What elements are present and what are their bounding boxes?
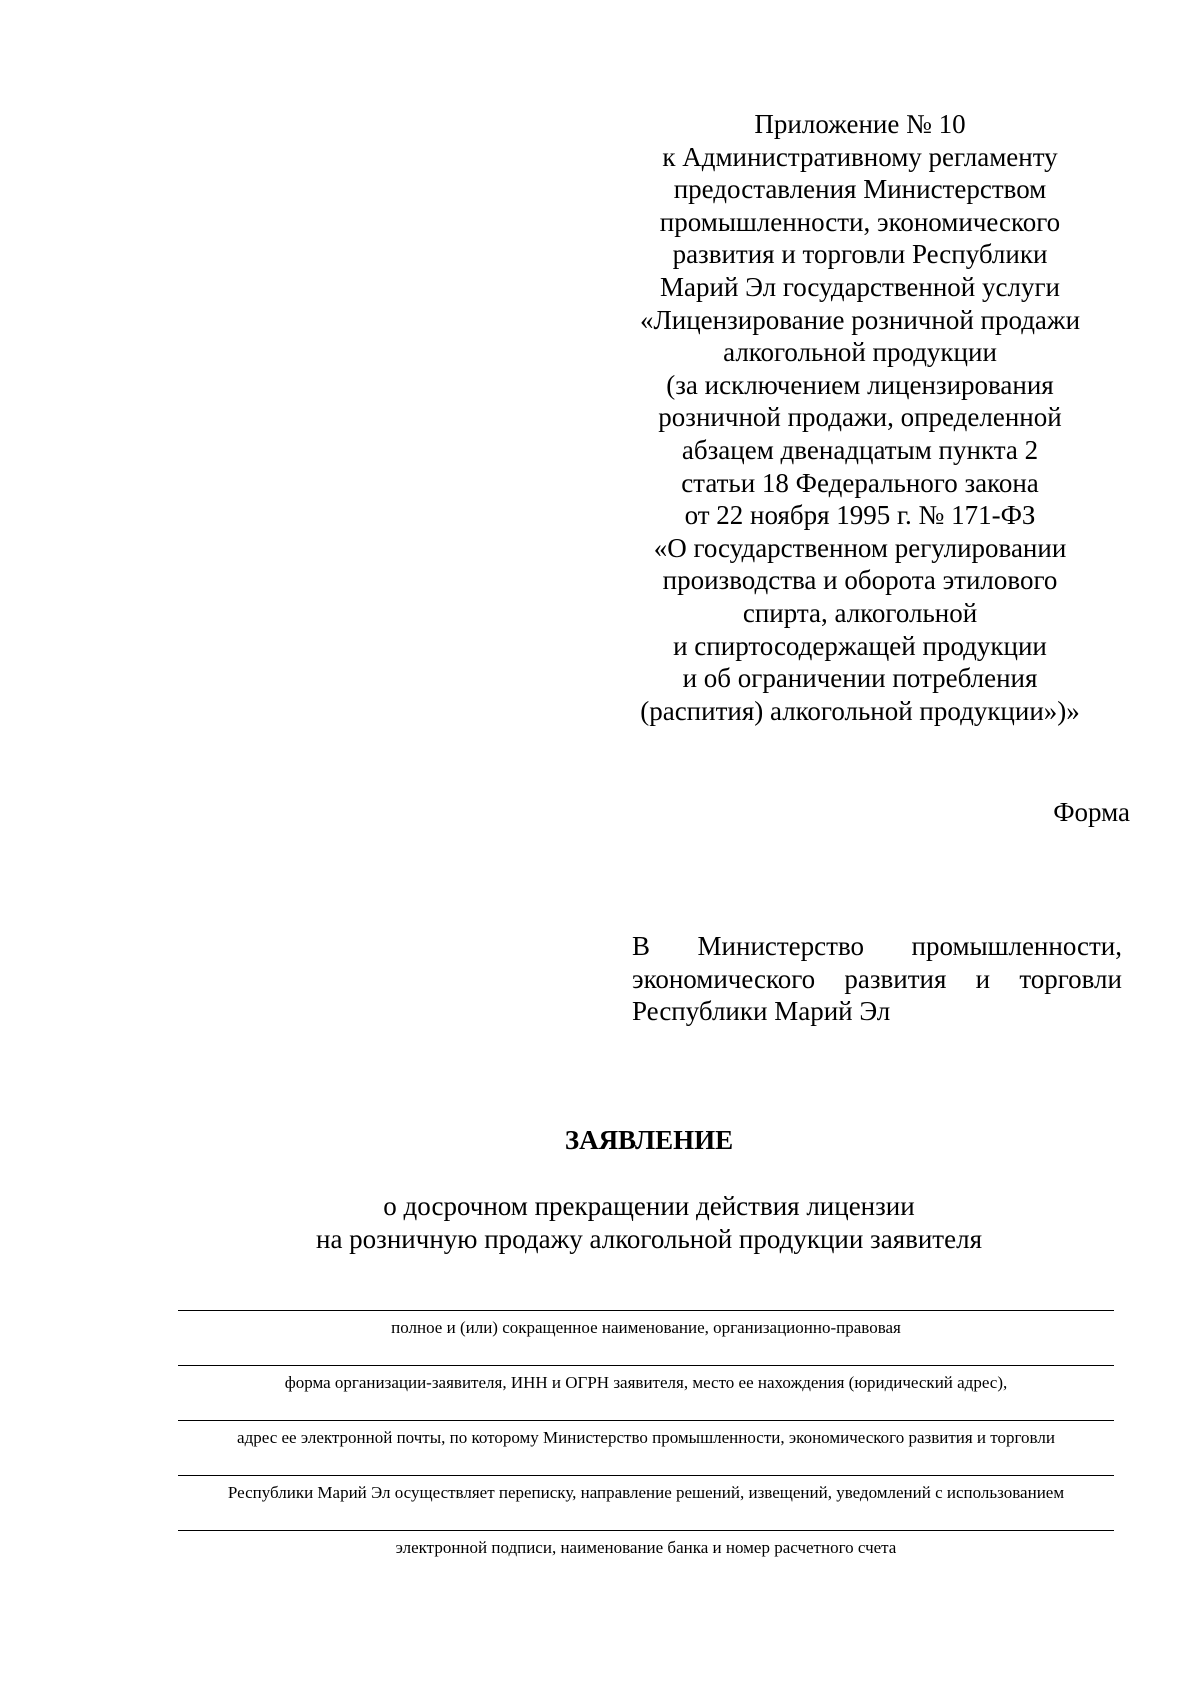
appendix-line: предоставления Министерством <box>673 174 1047 205</box>
appendix-line: к Административному регламенту <box>662 141 1058 172</box>
applicant-field[interactable] <box>178 1420 1114 1475</box>
form-label: Форма <box>1053 797 1130 827</box>
addressee-line: В Министерство промышленности, <box>632 931 1122 961</box>
fill-in-line[interactable] <box>178 1530 1114 1531</box>
appendix-line: абзацем двенадцатым пункта 2 <box>681 434 1039 465</box>
appendix-line: от 22 ноября 1995 г. № 171-ФЗ <box>684 500 1036 531</box>
subtitle-line: на розничную продажу алкогольной продукции заявителя <box>316 1223 982 1254</box>
appendix-line: Марий Эл государственной услуги <box>660 271 1060 302</box>
applicant-field[interactable] <box>178 1365 1114 1420</box>
fill-in-line[interactable] <box>178 1310 1114 1311</box>
applicant-field[interactable] <box>178 1475 1114 1530</box>
appendix-line: «Лицензирование розничной продажи <box>639 304 1081 335</box>
appendix-line: производства и оборота этилового <box>662 565 1058 596</box>
appendix-line: (распития) алкогольной продукции»)» <box>640 695 1080 726</box>
appendix-line: и спиртосодержащей продукции <box>673 630 1047 661</box>
field-caption: полное и (или) сокращенное наименование, организационно-правовая <box>391 1318 901 1337</box>
field-caption: Республики Марий Эл осуществляет переписку, направление решений, извещений, уведомлений с использованием <box>227 1483 1065 1502</box>
document-subtitle <box>0 1190 1200 1255</box>
appendix-line: спирта, алкогольной <box>742 597 978 628</box>
appendix-line: Приложение № 10 <box>754 109 966 139</box>
appendix-line: статьи 18 Федерального закона <box>681 467 1039 498</box>
subtitle-line: о досрочном прекращении действия лицензии <box>383 1191 915 1221</box>
fill-in-line[interactable] <box>178 1420 1114 1421</box>
appendix-line: промышленности, экономического <box>659 206 1061 237</box>
fill-in-line[interactable] <box>178 1475 1114 1476</box>
applicant-field[interactable] <box>178 1530 1114 1585</box>
appendix-header <box>600 108 1120 727</box>
addressee-block <box>632 930 1122 1028</box>
appendix-line: и об ограничении потребления <box>682 663 1038 694</box>
fill-in-line[interactable] <box>178 1365 1114 1366</box>
field-caption: электронной подписи, наименование банка и номер расчетного счета <box>395 1538 897 1557</box>
field-caption: адрес ее электронной почты, по которому Министерство промышленности, экономического развития и торговли <box>237 1428 1055 1447</box>
appendix-line: алкогольной продукции <box>723 337 997 368</box>
appendix-line: (за исключением лицензирования <box>666 369 1054 400</box>
field-caption: форма организации-заявителя, ИНН и ОГРН заявителя, место ее нахождения (юридический адрес), <box>284 1373 1008 1392</box>
applicant-field[interactable] <box>178 1310 1114 1365</box>
applicant-fields <box>178 1310 1114 1585</box>
addressee-line: экономического развития и торговли <box>632 963 1122 994</box>
document-title: ЗАЯВЛЕНИЕ <box>564 1125 734 1155</box>
appendix-line: розничной продажи, определенной <box>658 402 1062 433</box>
addressee-line: Республики Марий Эл <box>632 996 891 1026</box>
appendix-line: развития и торговли Республики <box>672 239 1048 270</box>
appendix-line: «О государственном регулировании <box>653 532 1067 563</box>
